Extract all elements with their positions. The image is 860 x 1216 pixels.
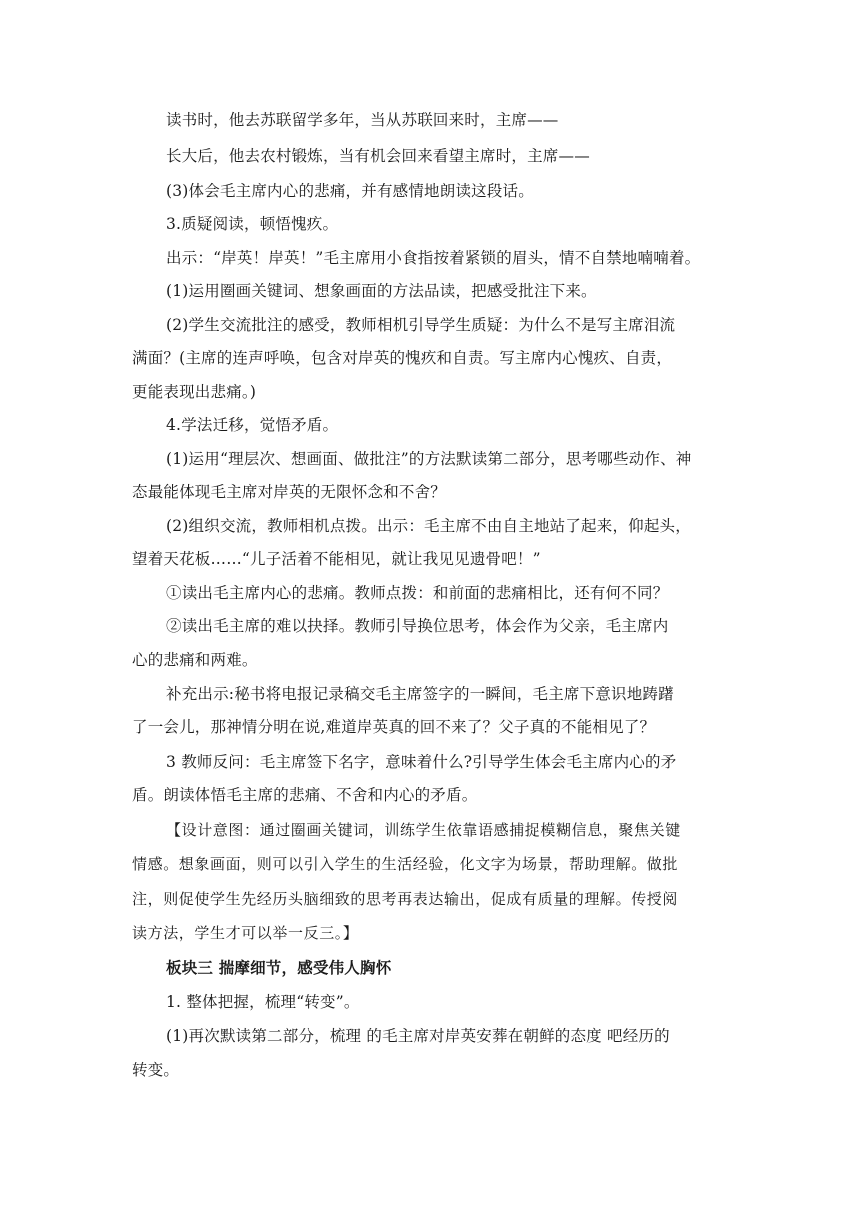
section-title: 板块三 揣摩细节，感受伟人胸怀 [166, 958, 392, 977]
paragraph-line: 望着天花板……“儿子活着不能相见，就让我见见遗骨吧！” [132, 550, 541, 568]
design-intent-line: 注，则促使学生先经历头脑细致的思考再表达输出，促成有质量的理解。传授阅 [132, 890, 679, 908]
section-heading: 3.质疑阅读，顿悟愧疚。 [166, 215, 339, 233]
paragraph-line: 1. 整体把握，梳理“转变”。 [166, 993, 360, 1011]
paragraph-line: (2)学生交流批注的感受，教师相机引导学生质疑：为什么不是写主席泪流 [166, 316, 676, 334]
paragraph-line: 长大后，他去农村锻炼，当有机会回来看望主席时，主席—— [166, 147, 590, 165]
paragraph-line: (2)组织交流，教师相机点拨。出示：毛主席不由自主地站了起来，仰起头， [166, 517, 691, 535]
paragraph-line: 态最能体现毛主席对岸英的无限怀念和不舍？ [132, 483, 447, 501]
paragraph-line: ②读出毛主席的难以抉择。教师引导换位思考，体会作为父亲，毛主席内 [166, 617, 669, 635]
paragraph-line: 满面？(主席的连声呼唤，包含对岸英的愧疚和自责。写主席内心愧疚、自责， [132, 349, 673, 367]
design-intent-line: 【设计意图：通过圈画关键词，训练学生依靠语感捕捉模糊信息，聚焦关键 [166, 821, 681, 839]
paragraph-line: 补充出示:秘书将电报记录稿交毛主席签字的一瞬间，毛主席下意识地踌躇 [166, 685, 674, 703]
design-intent-line: 读方法，学生才可以举一反三。】 [132, 924, 359, 942]
paragraph-line: (1)再次默读第二部分，梳理 的毛主席对岸英安葬在朝鲜的态度 吧经历的 [166, 1027, 670, 1045]
paragraph-line: 转变。 [132, 1061, 180, 1079]
paragraph-line: 3 教师反问：毛主席签下名字，意味着什么?引导学生体会毛主席内心的矛 [166, 753, 677, 771]
paragraph-line: 心的悲痛和两难。 [132, 651, 258, 669]
paragraph-line: 盾。朗读体悟毛主席的悲痛、不舍和内心的矛盾。 [132, 786, 478, 804]
paragraph-line: 读书时，他去苏联留学多年，当从苏联回来时，主席—— [166, 111, 559, 129]
paragraph-line: 出示：“岸英！岸英！”毛主席用小食指按着紧锁的眉头，情不自禁地喃喃着。 [166, 249, 701, 267]
paragraph-line: (1)运用“理层次、想画面、做批注”的方法默读第二部分，思考哪些动作、神 [166, 450, 692, 468]
paragraph-line: 了一会儿，那神情分明在说,难道岸英真的回不来了？父子真的不能相见了？ [132, 718, 656, 736]
design-intent-line: 情感。想象画面，则可以引入学生的生活经验，化文字为场景，帮助理解。做批 [132, 855, 679, 873]
paragraph-line: ①读出毛主席内心的悲痛。教师点拨：和前面的悲痛相比，还有何不同？ [166, 584, 669, 602]
section-heading: 4.学法迁移，觉悟矛盾。 [166, 416, 339, 434]
paragraph-line: (3)体会毛主席内心的悲痛，并有感情地朗读这段话。 [166, 182, 534, 200]
paragraph-line: 更能表现出悲痛。) [132, 383, 257, 401]
paragraph-line: (1)运用圈画关键词、想象画面的方法品读，把感受批注下来。 [166, 282, 597, 300]
